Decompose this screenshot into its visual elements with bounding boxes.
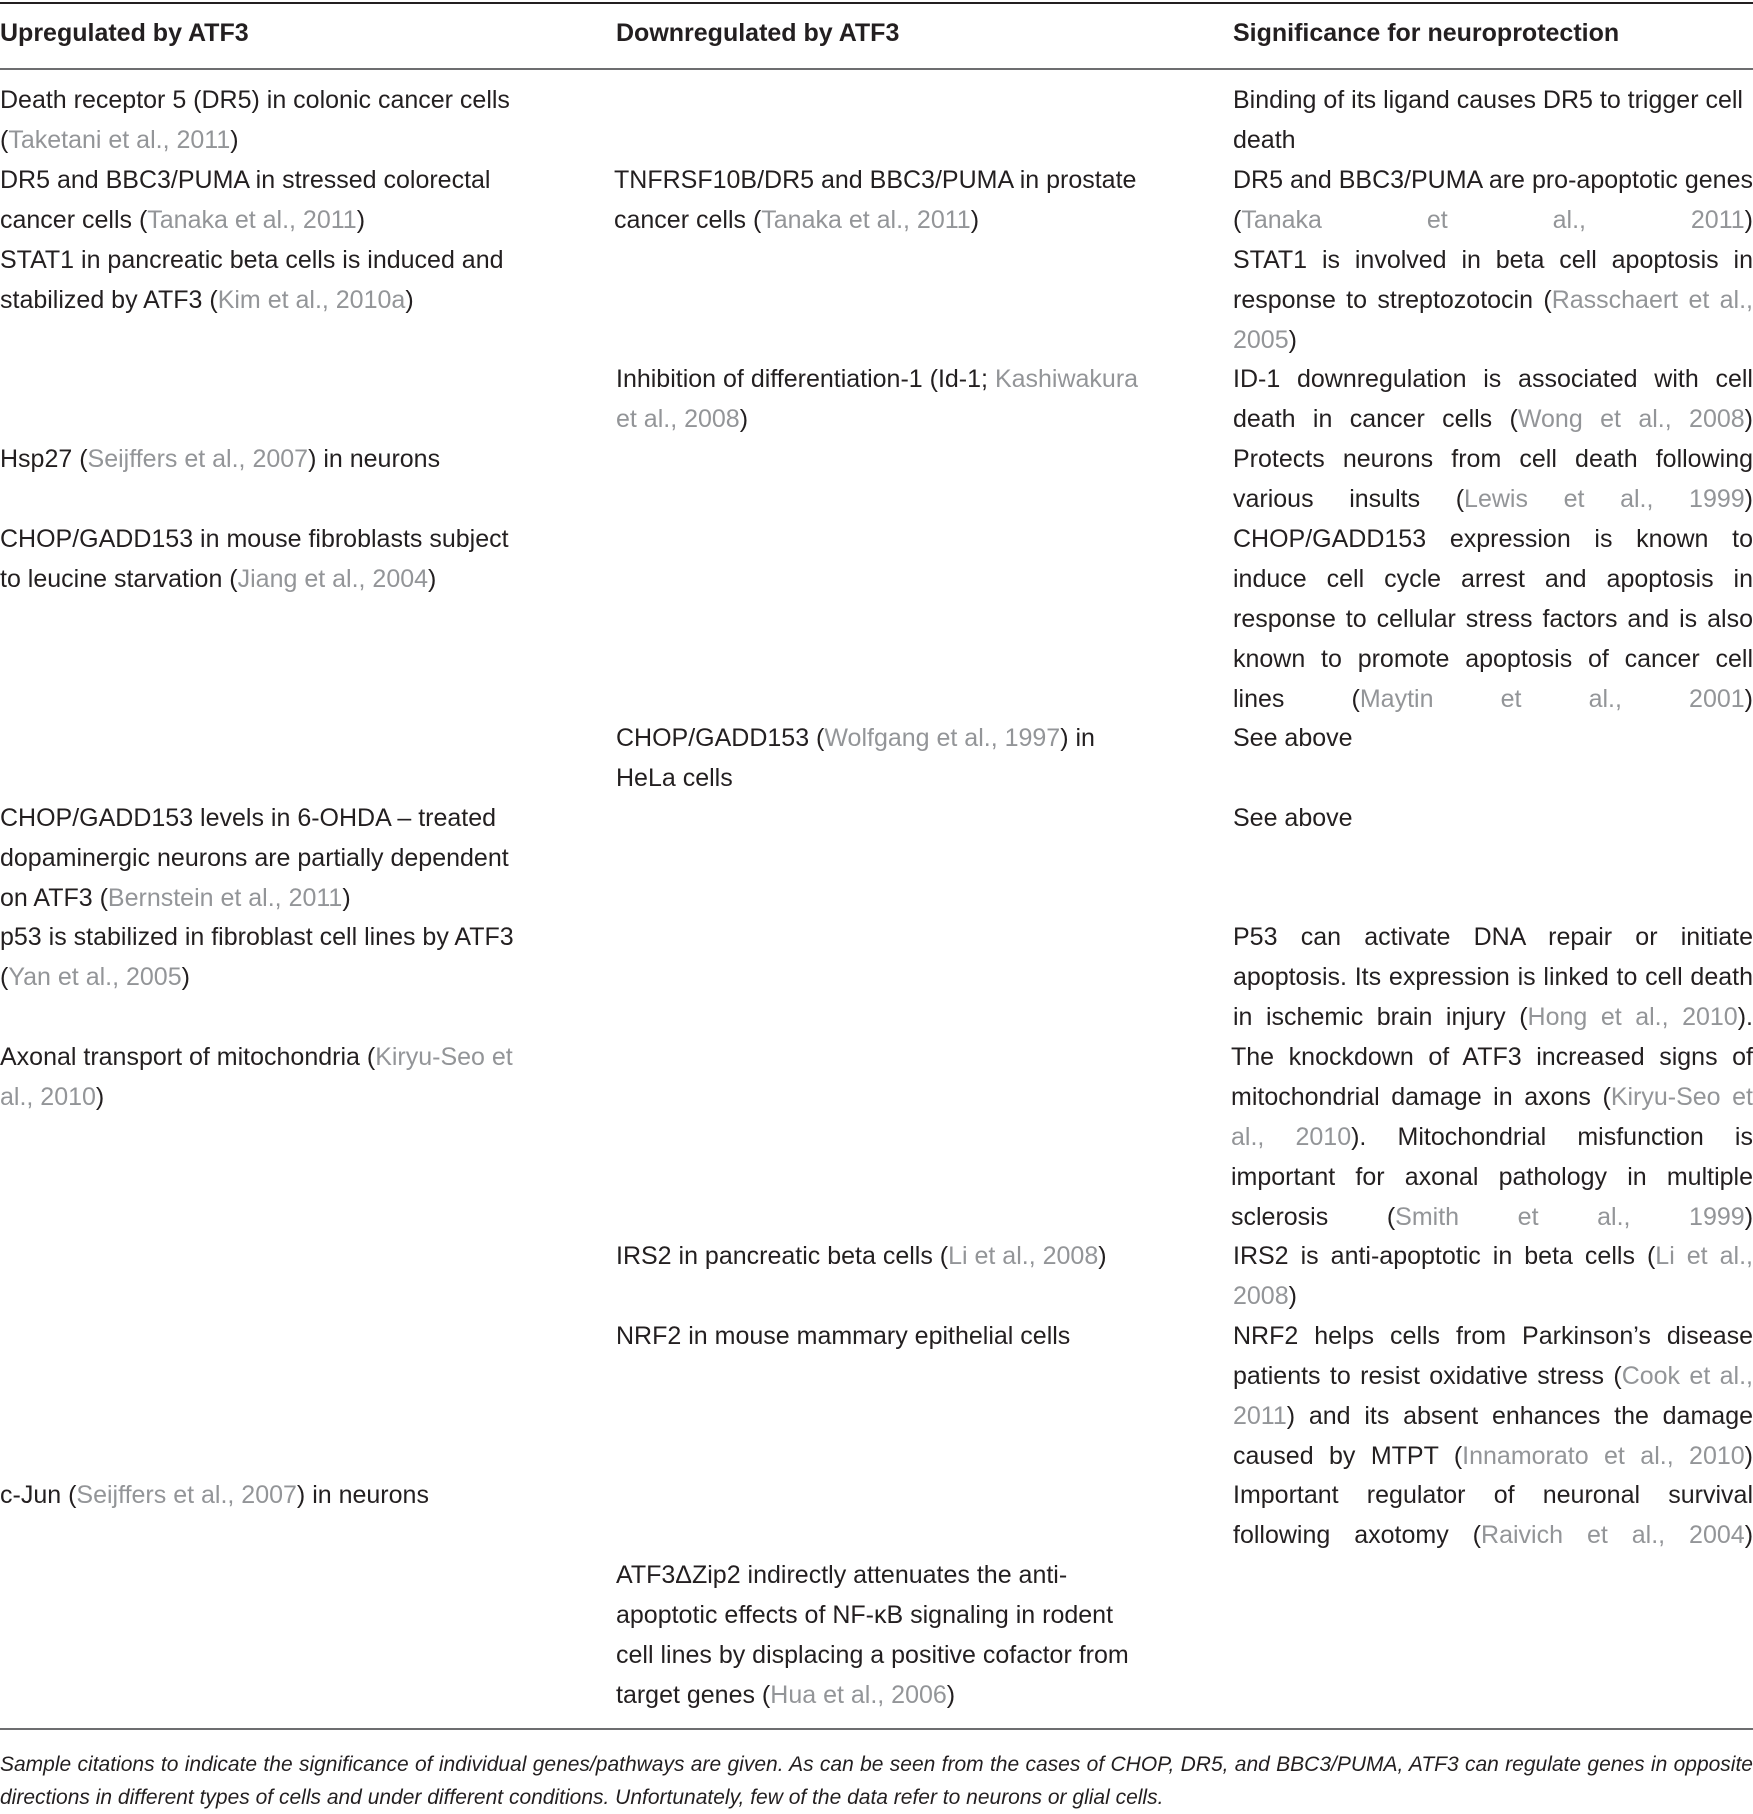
citation[interactable]: Taketani et al., 2011 (8, 126, 231, 154)
row-10-downregulated: IRS2 in pancreatic beta cells (Li et al., 2008) (616, 1242, 1107, 1270)
row-3-downregulated: Inhibition of differentiation-1 (Id-1; Kashiwakura et al., 2008) (616, 365, 1139, 433)
citation[interactable]: Yan et al., 2005 (8, 963, 182, 991)
row-7-upregulated: CHOP/GADD153 levels in 6-OHDA – treated dopaminergic neurons are partially dependent on ATF3 (Bernstein et al., 2011) (0, 804, 509, 912)
row-11-downregulated: NRF2 in mouse mammary epithelial cells (616, 1322, 1071, 1350)
row-8-upregulated: p53 is stabilized in fibroblast cell lines by ATF3 (Yan et al., 2005) (0, 923, 514, 991)
row-1-upregulated: DR5 and BBC3/PUMA in stressed colorectal cancer cells (Tanaka et al., 2011) (0, 166, 491, 234)
citation[interactable]: Maytin et al., 2001 (1359, 685, 1745, 713)
citation[interactable]: Seijffers et al., 2007 (87, 445, 309, 473)
citation[interactable]: Seijffers et al., 2007 (76, 1481, 297, 1509)
row-5-significance: CHOP/GADD153 expression is known to induce cell cycle arrest and apoptosis in response to cellular stress factors and is also known to promote apoptosis of cancer cell lines (Maytin et al., 2001) (1233, 525, 1753, 713)
citation[interactable]: Tanaka et al., 2011 (761, 206, 971, 234)
citation[interactable]: Kiryu-Seo et al., 2010 (0, 1043, 513, 1111)
citation[interactable]: Rasschaert et al., 2005 (1233, 286, 1753, 354)
citation[interactable]: Cook et al., 2011 (1233, 1362, 1753, 1430)
header-upregulated: Upregulated by ATF3 (0, 19, 249, 47)
row-1-downregulated: TNFRSF10B/DR5 and BBC3/PUMA in prostate cancer cells (Tanaka et al., 2011) (614, 166, 1137, 234)
citation[interactable]: Kashiwakura et al., 2008 (616, 365, 1139, 433)
header-downregulated: Downregulated by ATF3 (616, 19, 900, 47)
row-13-downregulated: ATF3ΔZip2 indirectly attenuates the anti-apoptotic effects of NF-κB signaling in rodent cell lines by displacing a positive cofactor from target genes (Hua et al., 2006) (616, 1561, 1129, 1709)
row-12-significance: Important regulator of neuronal survival following axotomy (Raivich et al., 2004) (1233, 1481, 1753, 1549)
citation[interactable]: Tanaka et al., 2011 (1241, 206, 1745, 234)
citation[interactable]: Jiang et al., 2004 (237, 565, 429, 593)
row-3-significance: ID-1 downregulation is associated with cell death in cancer cells (Wong et al., 2008) (1233, 365, 1753, 433)
row-11-significance: NRF2 helps cells from Parkinson’s disease patients to resist oxidative stress (Cook et al., 2011) and its absent enhances the damage caused by MTPT (Innamorato et al., 2010) (1233, 1322, 1753, 1470)
row-6-significance: See above (1233, 724, 1353, 752)
row-5-upregulated: CHOP/GADD153 in mouse fibroblasts subject to leucine starvation (Jiang et al., 2004) (0, 525, 509, 593)
top-rule (0, 2, 1753, 4)
row-0-upregulated: Death receptor 5 (DR5) in colonic cancer cells (Taketani et al., 2011) (0, 86, 510, 154)
row-4-upregulated: Hsp27 (Seijffers et al., 2007) in neurons (0, 445, 441, 473)
row-4-significance: Protects neurons from cell death following various insults (Lewis et al., 1999) (1233, 445, 1753, 513)
citation[interactable]: Hong et al., 2010 (1527, 1003, 1738, 1031)
row-8-significance: P53 can activate DNA repair or initiate apoptosis. Its expression is linked to cell death in ischemic brain injury (Hong et al., 2010). (1233, 923, 1753, 1031)
citation[interactable]: Li et al., 2008 (1233, 1242, 1753, 1310)
row-2-significance: STAT1 is involved in beta cell apoptosis in response to streptozotocin (Rasschaert et al., 2005) (1233, 246, 1753, 354)
citation[interactable]: Kiryu-Seo et al., 2010 (1231, 1083, 1753, 1151)
table-caption: Sample citations to indicate the significance of individual genes/pathways are given. As can be seen from the cases of CHOP, DR5, and BBC3/PUMA, ATF3 can regulate genes in opposite directions in different types of cells and under different conditions. Unfortunately, few of the data refer to neurons or glial cells. (0, 1753, 1753, 1809)
row-9-upregulated: Axonal transport of mitochondria (Kiryu-Seo et al., 2010) (0, 1043, 513, 1111)
citation[interactable]: Smith et al., 1999 (1395, 1203, 1745, 1231)
citation[interactable]: Li et al., 2008 (948, 1242, 1099, 1270)
row-7-significance: See above (1233, 804, 1353, 832)
citation[interactable]: Innamorato et al., 2010 (1462, 1442, 1745, 1470)
citation[interactable]: Raivich et al., 2004 (1481, 1521, 1745, 1549)
header-significance: Significance for neuroprotection (1233, 19, 1620, 47)
citation[interactable]: Wong et al., 2008 (1517, 405, 1745, 433)
row-10-significance: IRS2 is anti-apoptotic in beta cells (Li et al., 2008) (1233, 1242, 1753, 1310)
row-2-upregulated: STAT1 in pancreatic beta cells is induced and stabilized by ATF3 (Kim et al., 2010a) (0, 246, 504, 314)
row-0-significance: Binding of its ligand causes DR5 to trigger cell death (1233, 86, 1743, 154)
citation[interactable]: Hua et al., 2006 (770, 1681, 947, 1709)
row-1-significance: DR5 and BBC3/PUMA are pro-apoptotic genes (Tanaka et al., 2011) (1233, 166, 1753, 234)
row-6-downregulated: CHOP/GADD153 (Wolfgang et al., 1997) in HeLa cells (616, 724, 1095, 792)
table-bottom-rule (0, 1728, 1753, 1730)
citation[interactable]: Tanaka et al., 2011 (147, 206, 357, 234)
citation[interactable]: Bernstein et al., 2011 (107, 884, 343, 912)
row-12-upregulated: c-Jun (Seijffers et al., 2007) in neurons (0, 1481, 429, 1509)
header-rule (0, 68, 1753, 70)
citation[interactable]: Kim et al., 2010a (217, 286, 406, 314)
row-9-significance: The knockdown of ATF3 increased signs of mitochondrial damage in axons (Kiryu-Seo et al., 2010). Mitochondrial misfunction is important for axonal pathology in multiple sclerosis (Smith et al., 1999) (1231, 1043, 1753, 1231)
citation[interactable]: Wolfgang et al., 1997 (824, 724, 1061, 752)
citation[interactable]: Lewis et al., 1999 (1464, 485, 1745, 513)
